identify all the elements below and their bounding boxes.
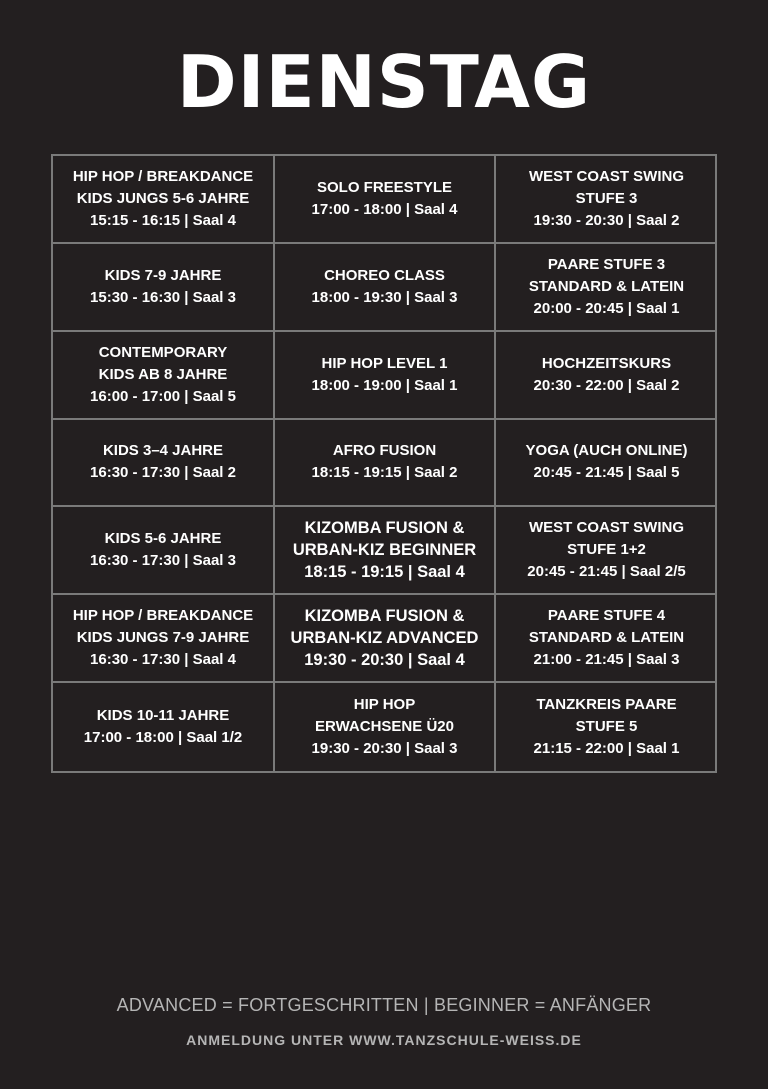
class-cell: WEST COAST SWING STUFE 1+2 20:45 - 21:45 | Saal 2/5 (496, 507, 717, 595)
class-cell: HIP HOP LEVEL 1 18:00 - 19:00 | Saal 1 (275, 332, 496, 420)
schedule-grid (51, 154, 717, 773)
class-cell: SOLO FREESTYLE 17:00 - 18:00 | Saal 4 (275, 156, 496, 244)
class-cell: PAARE STUFE 4 STANDARD & LATEIN 21:00 - 21:45 | Saal 3 (496, 595, 717, 683)
class-cell: KIDS 3–4 JAHRE 16:30 - 17:30 | Saal 2 (53, 420, 275, 508)
class-cell: YOGA (AUCH ONLINE) 20:45 - 21:45 | Saal 5 (496, 420, 717, 508)
class-cell: HIP HOP / BREAKDANCE KIDS JUNGS 5-6 JAHRE 15:15 - 16:15 | Saal 4 (53, 156, 275, 244)
class-cell: CONTEMPORARY KIDS AB 8 JAHRE 16:00 - 17:00 | Saal 5 (53, 332, 275, 420)
class-cell: TANZKREIS PAARE STUFE 5 21:15 - 22:00 | Saal 1 (533, 696, 680, 758)
class-cell: KIZOMBA FUSION & URBAN-KIZ BEGINNER 18:15 - 19:15 | Saal 4 (275, 507, 496, 595)
class-cell: AFRO FUSION 18:15 - 19:15 | Saal 2 (275, 420, 496, 508)
class-cell: KIDS 7-9 JAHRE 15:30 - 16:30 | Saal 3 (53, 244, 275, 332)
class-cell: HIP HOP ERWACHSENE Ü20 19:30 - 20:30 | Saal 3 (275, 683, 496, 771)
class-cell: WEST COAST SWING STUFE 3 19:30 - 20:30 | Saal 2 (496, 156, 717, 244)
class-cell: HOCHZEITSKURS 20:30 - 22:00 | Saal 2 (496, 332, 717, 420)
class-cell: KIZOMBA FUSION & URBAN-KIZ ADVANCED 19:30 - 20:30 | Saal 4 (275, 595, 496, 683)
class-cell: KIDS 5-6 JAHRE 16:30 - 17:30 | Saal 3 (53, 507, 275, 595)
class-cell: CHOREO CLASS 18:00 - 19:30 | Saal 3 (275, 244, 496, 332)
page-title: DIENSTAG (176, 40, 592, 124)
registration-footer: ANMELDUNG UNTER WWW.TANZSCHULE-WEISS.DE (186, 1032, 582, 1048)
class-cell: HIP HOP / BREAKDANCE KIDS JUNGS 7-9 JAHRE 16:30 - 17:30 | Saal 4 (53, 595, 275, 683)
legend-text: ADVANCED = FORTGESCHRITTEN | BEGINNER = ANFÄNGER (116, 995, 652, 1015)
class-cell: PAARE STUFE 3 STANDARD & LATEIN 20:00 - 20:45 | Saal 1 (496, 244, 717, 332)
class-cell: KIDS 10-11 JAHRE 17:00 - 18:00 | Saal 1/2 (53, 683, 275, 771)
